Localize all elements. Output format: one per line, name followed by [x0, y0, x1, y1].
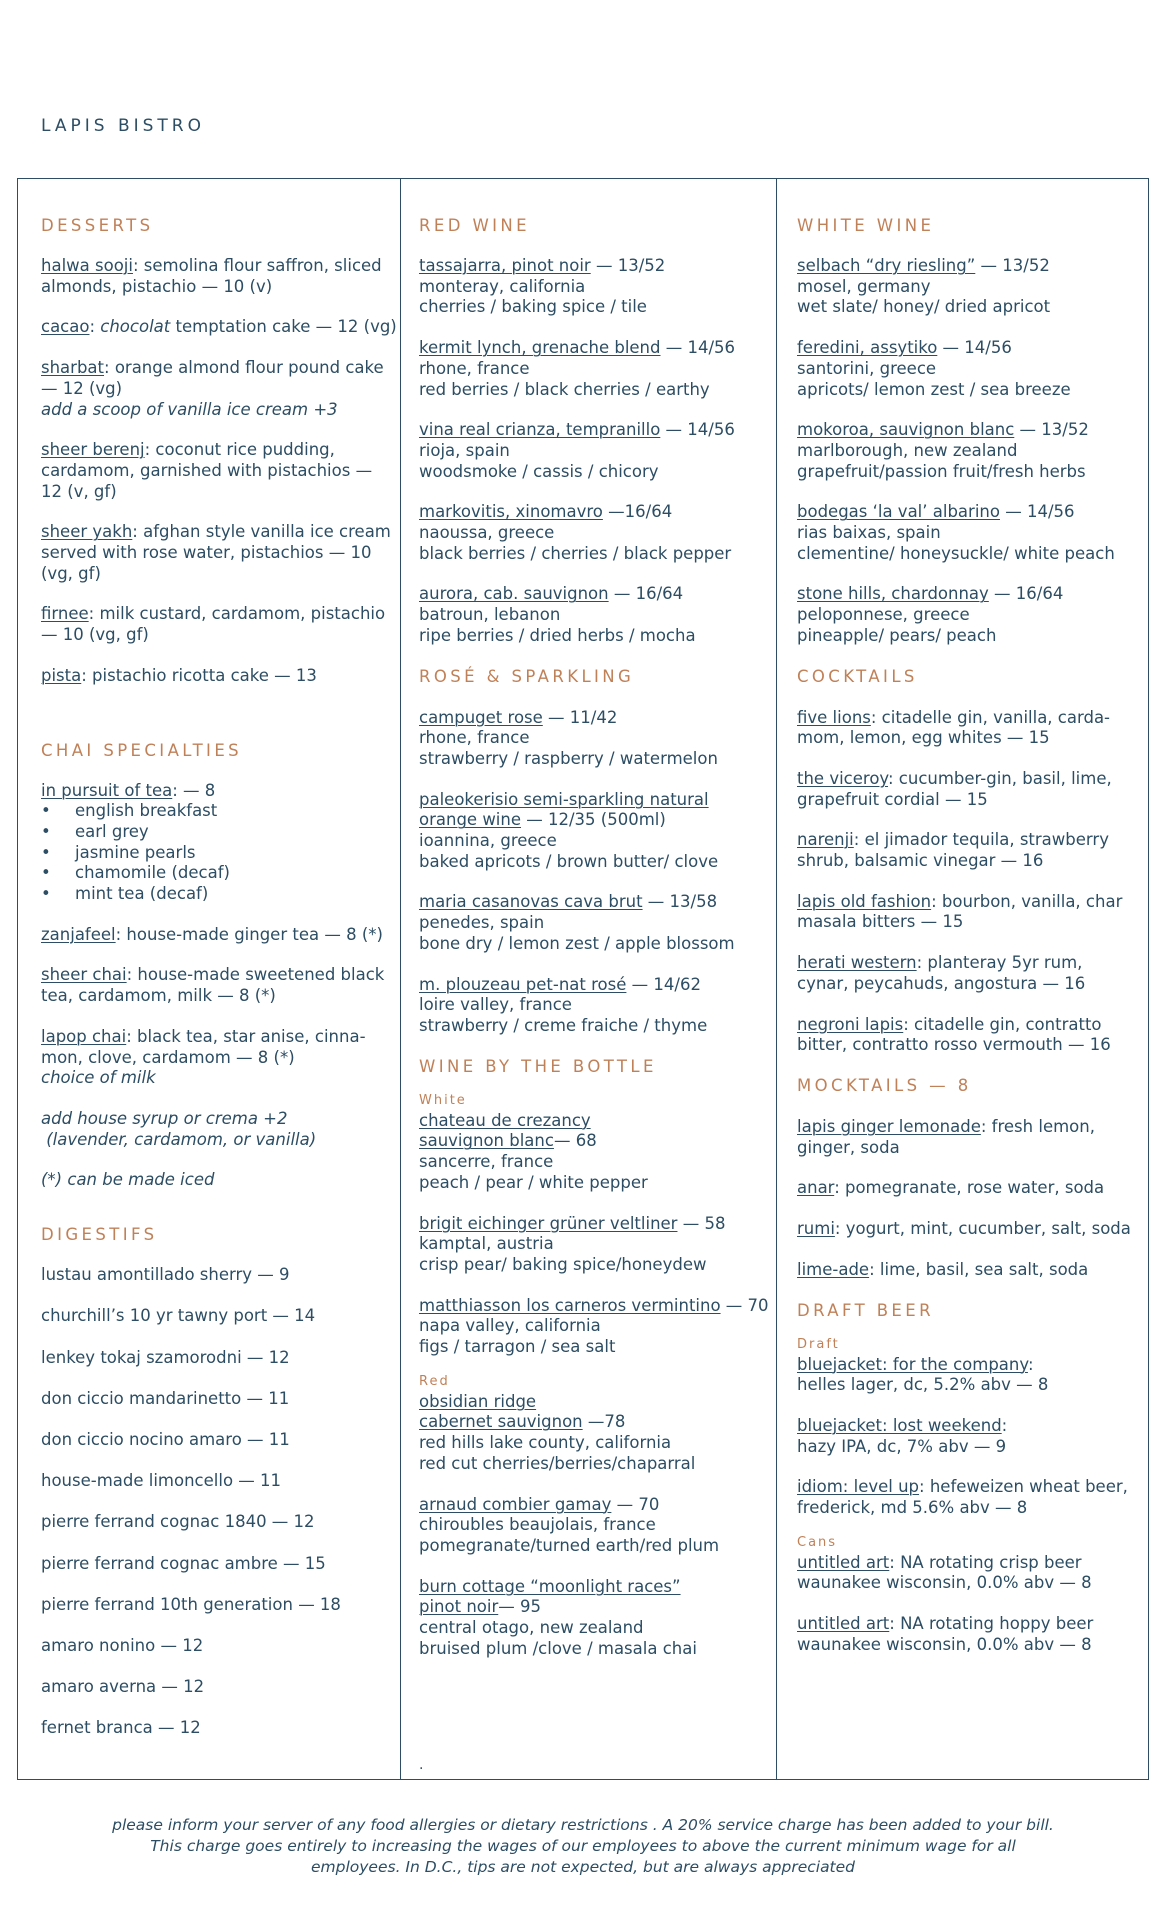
wine-name: kermit lynch, grenache blend: [419, 338, 661, 358]
wine-item: [797, 420, 1137, 482]
wine-item: [419, 420, 779, 482]
cocktail-name: herati western: [797, 953, 917, 973]
dessert-item: [41, 604, 397, 645]
mocktail-desc: : fresh lemon, ginger, soda: [797, 1116, 1095, 1157]
wine-name: maria casanovas cava brut: [419, 892, 643, 912]
syrup-note-line: add house syrup or crema +2: [41, 1108, 288, 1128]
wine-item: [419, 256, 779, 318]
beer-name: untitled art: [797, 1552, 890, 1572]
wine-name-cont: cabernet sauvignon: [419, 1412, 583, 1432]
cocktail-item: [797, 1015, 1137, 1056]
digestif-item: pierre ferrand cognac ambre — 15: [41, 1553, 326, 1573]
wine-region: red hills lake county, california: [419, 1433, 672, 1453]
wine-item: [419, 975, 779, 1037]
section-title-rose-sparkling: ROSÉ & SPARKLING: [419, 666, 635, 686]
cocktail-name: five lions: [797, 707, 871, 727]
chai-name: zanjafeel: [41, 924, 116, 944]
wine-item: [419, 708, 779, 770]
beer-subhead-draft: Draft: [797, 1336, 840, 1352]
chai-name: in pursuit of tea: [41, 780, 173, 800]
mocktail-item: [797, 1219, 1137, 1240]
digestif-item: lustau amontillado sherry — 9: [41, 1265, 290, 1285]
wine-price: —78: [582, 1412, 626, 1432]
wine-name: mokoroa, sauvignon blanc: [797, 420, 1015, 440]
cocktail-desc: : citadelle gin, vanilla, carda-mom, lemon, egg whites — 15: [797, 707, 1111, 748]
wine-item: [797, 502, 1137, 564]
chai-desc: : house-made ginger tea — 8 (*): [115, 924, 383, 944]
menu-column-left: [41, 178, 397, 1760]
wine-notes: pineapple/ pears/ peach: [797, 625, 997, 645]
wine-item: [419, 1577, 779, 1660]
digestif-item: churchill’s 10 yr tawny port — 14: [41, 1306, 316, 1326]
dessert-desc: : semolina flour saffron, sliced almonds, pistachio — 10 (v): [41, 256, 382, 296]
wine-region: batroun, lebanon: [419, 605, 561, 625]
wine-item: [419, 1392, 779, 1475]
cocktail-desc: : el jimador tequila, strawberry shrub, balsamic vinegar — 16: [797, 830, 1109, 871]
wine-region: ioannina, greece: [419, 831, 557, 851]
tea-list: [41, 801, 397, 905]
beer-item: [797, 1355, 1137, 1396]
wine-region: rhone, france: [419, 728, 530, 748]
beer-name: idiom: level up: [797, 1477, 920, 1497]
wine-price: — 14/56: [660, 338, 736, 358]
mocktail-name: lapis ginger lemonade: [797, 1116, 981, 1136]
section-title-chai: CHAI SPECIALTIES: [41, 740, 243, 760]
wine-notes: grapefruit/passion fruit/fresh herbs: [797, 461, 1086, 481]
cocktail-item: [797, 769, 1137, 810]
notice-line: This charge goes entirely to increasing the wages of our employees to above the current minimum wage for all: [150, 1837, 1016, 1855]
wine-price: — 70: [611, 1494, 660, 1514]
chai-desc: : house-made sweetened black tea, cardamom, milk — 8 (*): [41, 965, 385, 1006]
wine-region: mosel, germany: [797, 276, 931, 296]
chai-name: lapop chai: [41, 1026, 127, 1046]
wine-item: [419, 1214, 779, 1276]
dessert-note: add a scoop of vanilla ice cream +3: [41, 399, 338, 419]
section-title-white-wine: WHITE WINE: [797, 216, 935, 235]
wine-price: — 16/64: [988, 584, 1064, 604]
wine-notes: crisp pear/ baking spice/honeydew: [419, 1254, 707, 1274]
dessert-desc: : milk custard, cardamom, pistachio — 10 (vg, gf): [41, 604, 386, 645]
dessert-item: [41, 440, 397, 502]
dessert-desc: : orange almond flour pound cake — 12 (vg): [41, 358, 384, 398]
dessert-name: pista: [41, 665, 82, 685]
tea-option: • chamomile (decaf): [41, 863, 397, 884]
wine-price: — 12/35 (500ml): [521, 810, 666, 830]
wine-region: santorini, greece: [797, 358, 937, 378]
wine-notes: cherries / baking spice / tile: [419, 297, 647, 317]
wine-region: rias baixas, spain: [797, 523, 941, 543]
cocktail-desc: : planteray 5yr rum, cynar, peycahuds, angostura — 16: [797, 953, 1086, 993]
wine-notes: wet slate/ honey/ dried apricot: [797, 297, 1051, 317]
dessert-item: [41, 256, 397, 297]
dessert-name: firnee: [41, 604, 89, 624]
digestif-item: amaro nonino — 12: [41, 1635, 204, 1655]
cocktail-desc: : cucumber-gin, basil, lime, grapefruit cordial — 15: [797, 768, 1112, 809]
beer-colon: :: [1027, 1354, 1034, 1374]
beer-desc: : NA rotating hoppy beer: [889, 1614, 1094, 1634]
cocktail-name: lapis old fashion: [797, 891, 932, 911]
wine-name: aurora, cab. sauvignon: [419, 584, 609, 604]
wine-name: obsidian ridge: [419, 1391, 537, 1411]
wine-name: selbach “dry riesling”: [797, 256, 976, 275]
wine-price: — 70: [720, 1295, 769, 1315]
dessert-desc: : coconut rice pudding, cardamom, garnished with pistachios — 12 (v, gf): [41, 440, 373, 501]
wine-name: bodegas ‘la val’ albarino: [797, 502, 1000, 522]
wine-region: sancerre, france: [419, 1152, 554, 1172]
wine-item: [419, 1296, 779, 1358]
wine-price: — 16/64: [608, 584, 684, 604]
wine-price: — 14/62: [626, 974, 701, 994]
wine-notes: strawberry / raspberry / watermelon: [419, 748, 718, 768]
mocktail-desc: : yogurt, mint, cucumber, salt, soda: [834, 1219, 1131, 1239]
dessert-name: sheer yakh: [41, 522, 133, 542]
cocktail-name: narenji: [797, 830, 854, 850]
dessert-desc: : afghan style vanilla ice cream served with rose water, pistachios — 10 (vg, gf): [41, 522, 391, 583]
beer-desc-line2: waunakee wisconsin, 0.0% abv — 8: [797, 1634, 1092, 1654]
dessert-desc-colon: :: [89, 317, 101, 337]
section-title-bottle: WINE BY THE BOTTLE: [419, 1056, 657, 1076]
wine-price: — 95: [498, 1597, 541, 1617]
wine-notes: red cut cherries/berries/chaparral: [419, 1453, 696, 1473]
menu-column-right: [797, 178, 1137, 1676]
wine-notes: apricots/ lemon zest / sea breeze: [797, 379, 1071, 399]
mocktail-desc: : pomegranate, rose water, soda: [834, 1178, 1105, 1198]
wine-region: peloponnese, greece: [797, 605, 970, 625]
beer-item: [797, 1614, 1137, 1655]
wine-item: [419, 502, 779, 564]
wine-name: brigit eichinger grüner veltliner: [419, 1213, 678, 1233]
chai-desc: : — 8: [172, 780, 216, 800]
wine-region: rioja, spain: [419, 440, 510, 460]
tea-option: • jasmine pearls: [41, 843, 397, 864]
cocktail-item: [797, 708, 1137, 749]
wine-region: marlborough, new zealand: [797, 440, 1018, 460]
chai-name: sheer chai: [41, 965, 127, 985]
mocktail-item: [797, 1178, 1137, 1199]
beer-item: [797, 1553, 1137, 1594]
tea-option: • mint tea (decaf): [41, 884, 397, 905]
digestif-item: don ciccio nocino amaro — 11: [41, 1429, 290, 1449]
chai-desc: : black tea, star anise, cinna-mon, clove, cardamom — 8 (*): [41, 1026, 366, 1067]
dessert-item: [41, 358, 397, 420]
wine-item: [419, 892, 779, 954]
wine-price: — 68: [553, 1131, 597, 1151]
wine-notes: peach / pear / white pepper: [419, 1172, 648, 1192]
dessert-name: halwa sooji: [41, 256, 133, 275]
cocktail-item: [797, 830, 1137, 871]
chai-item: [41, 781, 397, 905]
beer-desc: helles lager, dc, 5.2% abv — 8: [797, 1375, 1049, 1395]
column-divider-left: [400, 178, 401, 1780]
wine-notes: black berries / cherries / black pepper: [419, 543, 732, 563]
wine-price: — 13/52: [975, 256, 1050, 275]
wine-item: [419, 790, 779, 873]
cocktail-name: negroni lapis: [797, 1014, 904, 1034]
wine-name: stone hills, chardonnay: [797, 584, 989, 604]
wine-name: burn cottage “moonlight races”: [419, 1576, 681, 1596]
chai-iced-note: (*) can be made iced: [41, 1170, 215, 1190]
wine-item: [797, 338, 1137, 400]
trailing-dot: .: [419, 1757, 424, 1773]
wine-notes: strawberry / creme fraiche / thyme: [419, 1015, 708, 1035]
wine-item: [419, 584, 779, 646]
wine-price: — 11/42: [542, 707, 618, 727]
wine-name: vina real crianza, tempranillo: [419, 420, 661, 440]
digestif-item: don ciccio mandarinetto — 11: [41, 1388, 290, 1408]
dessert-item: [41, 317, 397, 338]
notice-line: employees. In D.C., tips are not expected, but are always appreciated: [310, 1858, 856, 1876]
mocktail-name: anar: [797, 1178, 835, 1198]
wine-price: — 14/56: [937, 338, 1012, 358]
dessert-item: [41, 666, 397, 687]
beer-name: untitled art: [797, 1614, 890, 1634]
wine-price: — 58: [677, 1213, 726, 1233]
section-title-desserts: DESSERTS: [41, 216, 154, 235]
wine-notes: bruised plum /clove / masala chai: [419, 1638, 697, 1658]
beer-desc: : NA rotating crisp beer: [889, 1552, 1082, 1572]
wine-name: paleokerisio semi-sparkling natural: [419, 789, 709, 809]
beer-name: bluejacket: for the company: [797, 1354, 1028, 1374]
wine-region: loire valley, france: [419, 995, 572, 1015]
wine-item: [797, 584, 1137, 646]
wine-name: matthiasson los carneros vermintino: [419, 1295, 721, 1315]
chai-item: [41, 925, 397, 946]
wine-name-cont: pinot noir: [419, 1597, 499, 1617]
chai-syrup-note: [41, 1109, 397, 1150]
restaurant-name: LAPIS BISTRO: [41, 116, 205, 136]
digestif-item: pierre ferrand 10th generation — 18: [41, 1594, 341, 1614]
dessert-desc: : pistachio ricotta cake — 13: [81, 665, 317, 685]
wine-region: central otago, new zealand: [419, 1618, 644, 1638]
mocktail-desc: : lime, basil, sea salt, soda: [869, 1259, 1089, 1279]
chai-item: [41, 1027, 397, 1089]
wine-price: — 13/52: [590, 256, 666, 275]
menu-column-middle: [419, 178, 779, 1679]
beer-desc-line2: waunakee wisconsin, 0.0% abv — 8: [797, 1573, 1092, 1593]
dessert-item: [41, 522, 397, 584]
wine-notes: baked apricots / brown butter/ clove: [419, 851, 719, 871]
beer-subhead-cans: Cans: [797, 1534, 838, 1550]
wine-notes: red berries / black cherries / earthy: [419, 379, 710, 399]
dessert-name: sheer berenj: [41, 440, 145, 460]
wine-name: campuget rose: [419, 707, 543, 727]
tea-option: • english breakfast: [41, 801, 397, 822]
wine-notes: woodsmoke / cassis / chicory: [419, 461, 659, 481]
digestif-item: fernet branca — 12: [41, 1718, 201, 1738]
beer-desc: hazy IPA, dc, 7% abv — 9: [797, 1436, 1007, 1456]
mocktail-item: [797, 1117, 1137, 1158]
section-title-draft-beer: DRAFT BEER: [797, 1300, 934, 1320]
wine-region: penedes, spain: [419, 913, 545, 933]
beer-item: [797, 1416, 1137, 1457]
bottle-subhead-white: White: [419, 1092, 467, 1108]
dessert-desc: temptation cake — 12 (vg): [170, 317, 397, 337]
wine-region: kamptal, austria: [419, 1234, 554, 1254]
wine-region: naoussa, greece: [419, 523, 555, 543]
wine-region: napa valley, california: [419, 1316, 601, 1336]
wine-price: —16/64: [602, 502, 673, 522]
wine-notes: pomegranate/turned earth/red plum: [419, 1535, 720, 1555]
wine-name: m. plouzeau pet-nat rosé: [419, 974, 627, 994]
cocktail-desc: : citadelle gin, contratto bitter, contratto rosso vermouth — 16: [797, 1014, 1111, 1055]
wine-name: arnaud combier gamay: [419, 1494, 612, 1514]
wine-name-cont: orange wine: [419, 810, 522, 830]
wine-region: monteray, california: [419, 276, 586, 296]
wine-price: — 13/52: [1014, 420, 1089, 440]
tea-option: • earl grey: [41, 822, 397, 843]
notice-line: please inform your server of any food allergies or dietary restrictions . A 20% service charge has been added to your bill.: [112, 1816, 1054, 1834]
digestif-item: house-made limoncello — 11: [41, 1471, 282, 1491]
cocktail-desc: : bourbon, vanilla, char masala bitters — 15: [797, 891, 1123, 932]
digestif-item: amaro averna — 12: [41, 1677, 205, 1697]
beer-item: [797, 1477, 1137, 1518]
wine-item: [419, 1111, 779, 1194]
beer-desc: : hefeweizen wheat beer, frederick, md 5.6% abv — 8: [797, 1477, 1128, 1518]
chai-item: [41, 965, 397, 1006]
dessert-desc-italic: chocolat: [100, 317, 171, 337]
wine-price: — 13/58: [642, 892, 718, 912]
allergy-service-notice: [60, 1815, 1106, 1878]
mocktail-name: rumi: [797, 1219, 835, 1239]
wine-price: — 14/56: [999, 502, 1075, 522]
wine-name: tassajarra, pinot noir: [419, 256, 591, 275]
cocktail-item: [797, 953, 1137, 994]
section-title-digestifs: DIGESTIFS: [41, 1225, 158, 1245]
wine-price: — 14/56: [660, 420, 735, 440]
wine-region: rhone, france: [419, 358, 530, 378]
beer-name: bluejacket: lost weekend: [797, 1415, 1002, 1435]
wine-notes: bone dry / lemon zest / apple blossom: [419, 933, 735, 953]
section-title-cocktails: COCKTAILS: [797, 666, 918, 686]
wine-name: feredini, assytiko: [797, 338, 938, 358]
wine-item: [419, 338, 779, 400]
section-title-mocktails: MOCKTAILS — 8: [797, 1075, 972, 1095]
mocktail-name: lime-ade: [797, 1259, 870, 1279]
mocktail-item: [797, 1260, 1137, 1281]
section-title-red-wine: RED WINE: [419, 216, 530, 235]
cocktail-name: the viceroy: [797, 768, 888, 788]
syrup-note-line: (lavender, cardamom, or vanilla): [41, 1129, 317, 1149]
wine-item: [419, 1495, 779, 1557]
bottle-subhead-red: Red: [419, 1373, 450, 1389]
wine-name-cont: sauvignon blanc: [419, 1131, 554, 1151]
wine-notes: figs / tarragon / sea salt: [419, 1337, 616, 1357]
wine-name: chateau de crezancy: [419, 1110, 591, 1130]
wine-item: [797, 256, 1137, 318]
chai-note: choice of milk: [41, 1068, 156, 1088]
cocktail-item: [797, 892, 1137, 933]
dessert-name: cacao: [41, 317, 90, 337]
digestif-item: pierre ferrand cognac 1840 — 12: [41, 1512, 315, 1532]
dessert-name: sharbat: [41, 358, 105, 378]
wine-notes: ripe berries / dried herbs / mocha: [419, 625, 696, 645]
beer-colon: :: [1001, 1415, 1008, 1435]
digestif-item: lenkey tokaj szamorodni — 12: [41, 1347, 290, 1367]
wine-region: chiroubles beaujolais, france: [419, 1515, 656, 1535]
wine-name: markovitis, xinomavro: [419, 502, 603, 522]
wine-notes: clementine/ honeysuckle/ white peach: [797, 543, 1115, 563]
